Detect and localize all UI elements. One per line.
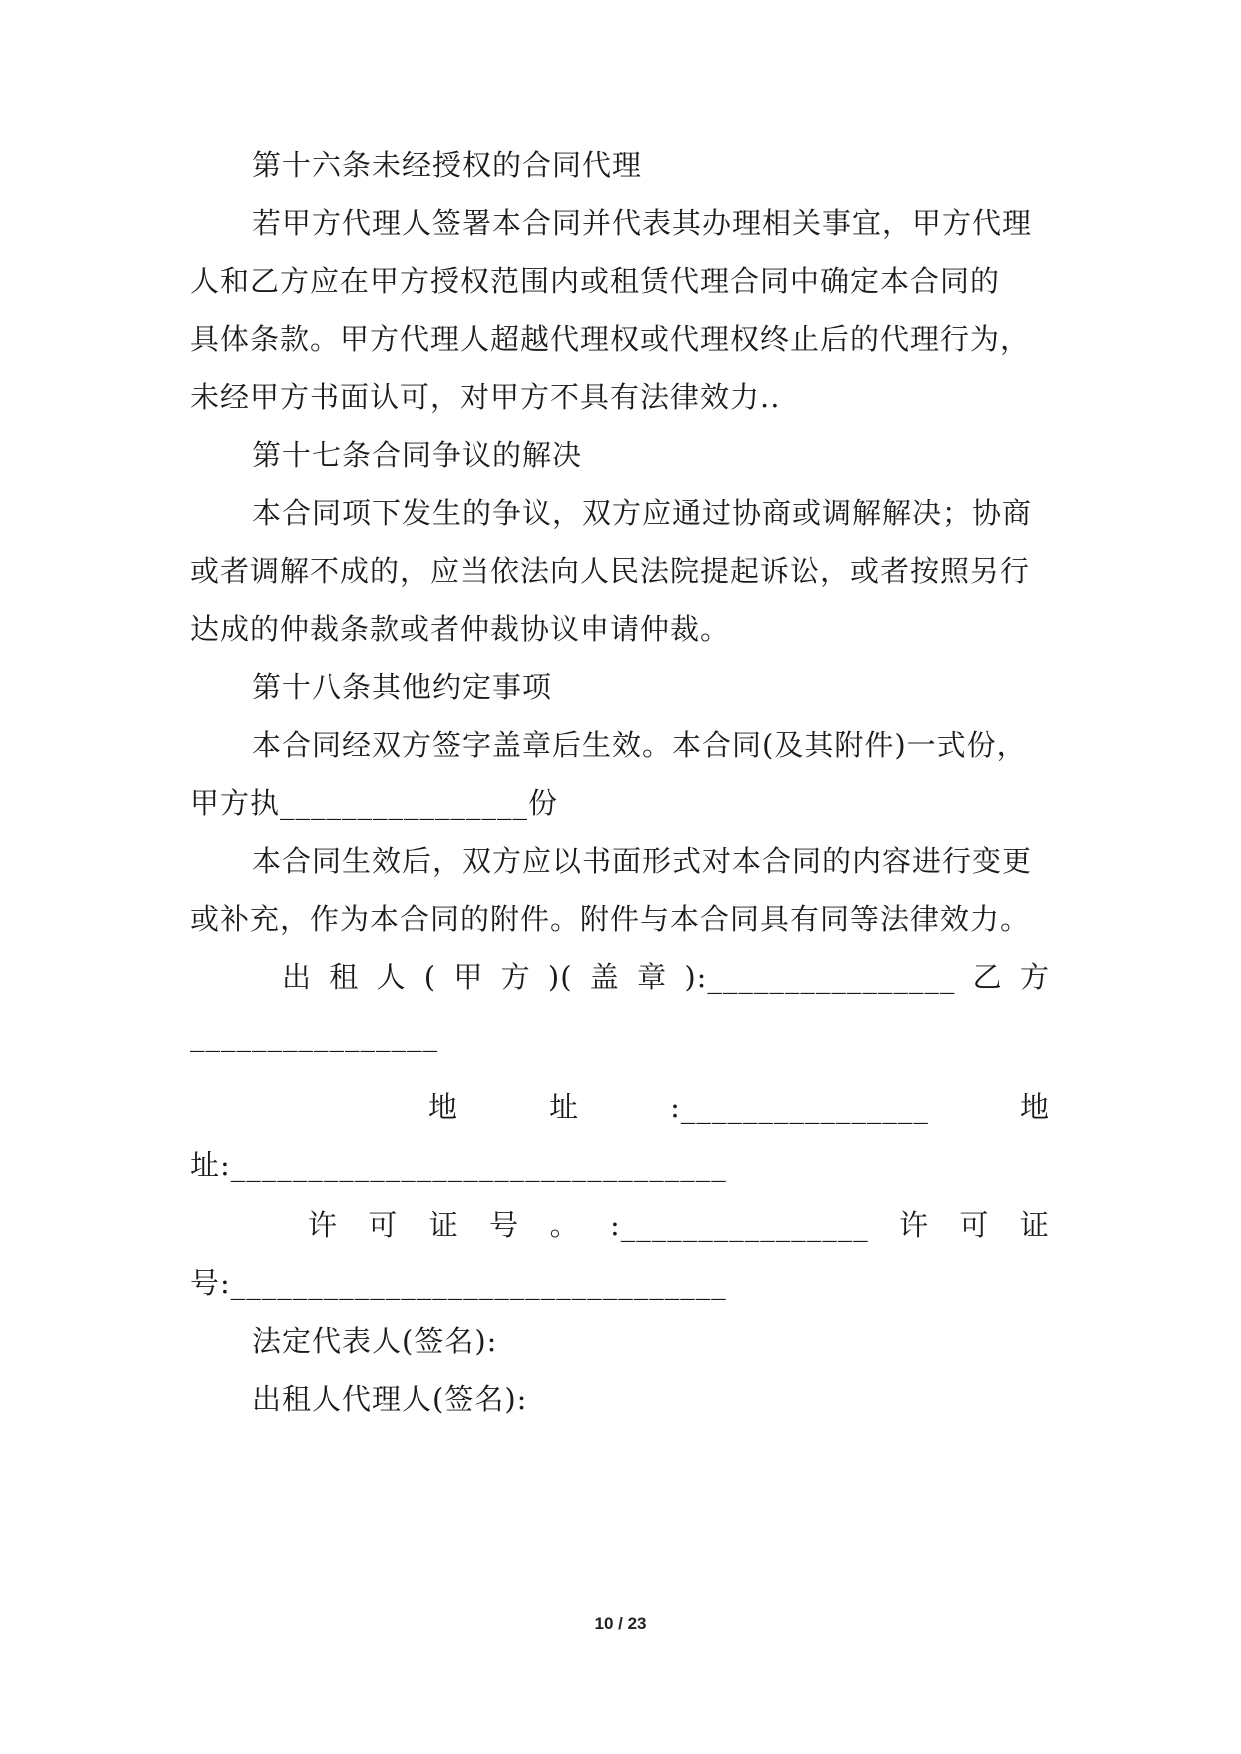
paragraph-line: 人和乙方应在甲方授权范围内或租赁代理合同中确定本合同的 <box>190 264 1001 298</box>
sig-text: 许 <box>308 1208 339 1242</box>
paragraph-line: 若甲方代理人签署本合同并代表其办理相关事宜，甲方代理 <box>252 206 1033 240</box>
sig-text: 人 <box>376 960 407 994</box>
heading-article-16: 第十六条未经授权的合同代理 <box>252 148 643 182</box>
sig-text: 出 <box>282 960 313 994</box>
sig-text: 可 <box>959 1208 990 1242</box>
lessee-license-blank: 号:________________________________ <box>190 1266 727 1300</box>
paragraph-line: 达成的仲裁条款或者仲裁协议申请仲裁。 <box>190 612 731 646</box>
license-blank: :________________ <box>609 1208 869 1242</box>
heading-article-18: 第十八条其他约定事项 <box>252 670 553 704</box>
sig-text: 盖 <box>589 960 620 994</box>
page-number: 10 / 23 <box>594 1614 647 1633</box>
paragraph-line: 或补充，作为本合同的附件。附件与本合同具有同等法律效力。 <box>190 902 1031 936</box>
sig-text: 证 <box>1019 1208 1050 1242</box>
paragraph-line: 本合同经双方签字盖章后生效。本合同(及其附件)一式份， <box>252 728 1027 762</box>
sig-text: 甲 <box>453 960 484 994</box>
paragraph-line: 或者调解不成的，应当依法向人民法院提起诉讼，或者按照另行 <box>190 554 1031 588</box>
sig-text: 。 <box>549 1208 580 1242</box>
lessor-agent-label: 出租人代理人(签名): <box>252 1382 528 1416</box>
sig-text: 方 <box>1019 960 1050 994</box>
sig-text: 号 <box>489 1208 520 1242</box>
sig-text: 可 <box>368 1208 399 1242</box>
sig-text: 址 <box>549 1090 580 1124</box>
lessor-seal-blank: ):________________ <box>684 960 956 994</box>
sig-text: 许 <box>899 1208 930 1242</box>
lessor-signature-row <box>282 957 1050 997</box>
sig-text: )( <box>547 960 573 994</box>
license-row <box>308 1205 1050 1245</box>
lessee-address-blank: 址:________________________________ <box>190 1148 727 1182</box>
sig-text: 地 <box>428 1090 459 1124</box>
sig-text: 地 <box>1019 1090 1050 1124</box>
address-row <box>428 1087 1050 1127</box>
sig-text: 证 <box>428 1208 459 1242</box>
sig-text: 章 <box>637 960 668 994</box>
sig-text: 方 <box>500 960 531 994</box>
sig-text: ( <box>423 960 437 994</box>
lessee-signature-blank: ________________ <box>190 1018 438 1052</box>
heading-article-17: 第十七条合同争议的解决 <box>252 438 583 472</box>
paragraph-line: 本合同项下发生的争议，双方应通过协商或调解解决；协商 <box>252 496 1033 530</box>
paragraph-line: 具体条款。甲方代理人超越代理权或代理权终止后的代理行为， <box>190 322 1031 356</box>
paragraph-line: 甲方执________________份 <box>190 786 559 820</box>
sig-text: 租 <box>329 960 360 994</box>
address-blank: :________________ <box>670 1090 929 1124</box>
sig-text: 乙 <box>972 960 1003 994</box>
legal-representative-label: 法定代表人(签名): <box>252 1324 498 1358</box>
paragraph-line: 本合同生效后，双方应以书面形式对本合同的内容进行变更 <box>252 844 1033 878</box>
paragraph-line: 未经甲方书面认可，对甲方不具有法律效力.. <box>190 380 781 414</box>
